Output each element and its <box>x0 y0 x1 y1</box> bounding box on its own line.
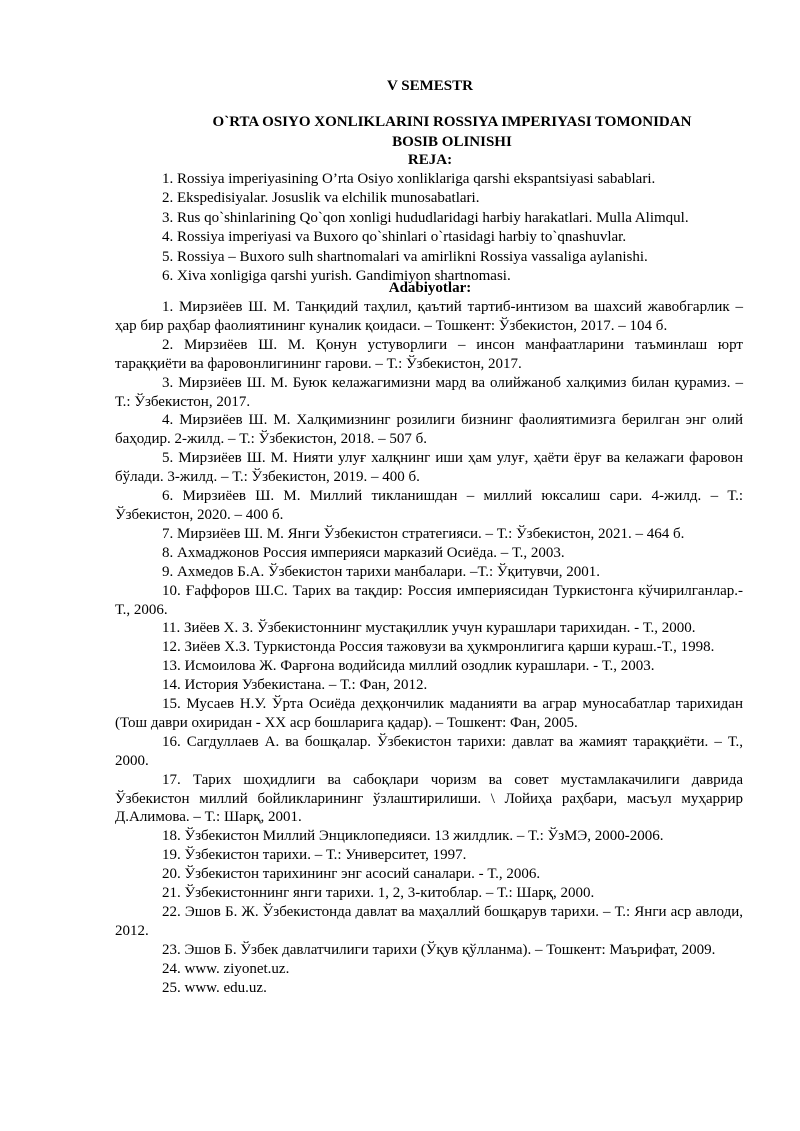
literature-item: 23. Эшов Б. Ўзбек давлатчилиги тарихи (Ўқув қўлланма). – Тошкент: Маърифат, 2009. <box>162 941 716 958</box>
literature-list <box>115 298 743 998</box>
literature-item: 24. www. ziyonet.uz. <box>162 960 290 977</box>
literature-item: 19. Ўзбекистон тарихи. – Т.: Университет, 1997. <box>162 847 467 864</box>
literature-heading: Adabiyotlar: <box>388 280 472 296</box>
document-title-line: BOSIB OLINISHI <box>392 134 512 150</box>
literature-item: 16. Сагдуллаев А. ва бошқалар. Ўзбекистон тарихи: давлат ва жамият тараққиёти. – Т., 2000. <box>115 733 743 769</box>
literature-item: 2. Мирзиёев Ш. М. Қонун устуворлиги – инсон манфаатларини таъминлаш юрт тараққиёти ва фаровонлигининг гарови. – Т.: Ўзбекистон, 2017. <box>115 336 743 372</box>
literature-item: 10. Ғаффоров Ш.С. Тарих ва тақдир: Россия империясидан Туркистонга кўчирилганлар.-Т., 2006. <box>115 582 743 618</box>
literature-item: 21. Ўзбекистоннинг янги тарихи. 1, 2, 3-китоблар. – Т.: Шарқ, 2000. <box>162 885 595 902</box>
literature-item: 1. Мирзиёев Ш. М. Танқидий таҳлил, қаътий тартиб-интизом ва шахсий жавобгарлик – ҳар бир раҳбар фаолиятининг куналик қоидаси. – Тошкент: Ўзбекистон, 2017. – 104 б. <box>115 299 743 334</box>
literature-item: 3. Мирзиёев Ш. М. Буюк келажагимизни мард ва олийжаноб халқимиз билан қурамиз. – Т.: Ўзбекистон, 2017. <box>115 374 743 410</box>
plan-item: 2. Ekspedisiyalar. Josuslik va elchilik munosabatlari. <box>162 190 480 207</box>
plan-item: 6. Xiva xonligiga qarshi yurish. Gandimiyon shartnomasi. <box>162 267 511 284</box>
literature-item: 12. Зиёев Х.З. Туркистонда Россия тажовузи ва ҳукмронлигига қарши кураш.-Т., 1998. <box>162 639 715 656</box>
literature-item: 5. Мирзиёев Ш. М. Нияти улуғ халқнинг иши ҳам улуғ, ҳаёти ёруғ ва келажаги фаровон бўлади. 3-жилд. – Т.: Ўзбекистон, 2019. – 400 б. <box>115 450 743 486</box>
literature-item: 4. Мирзиёев Ш. М. Халқимизнинг розилиги бизнинг фаолиятимизга берилган энг олий баҳодир. 2-жилд. – Т.: Ўзбекистон, 2018. – 507 б. <box>115 412 743 448</box>
semester-heading: V SEMESTR <box>386 78 473 94</box>
literature-item: 14. История Узбекистана. – Т.: Фан, 2012. <box>162 677 428 694</box>
plan-item: 5. Rossiya – Buxoro sulh shartnomalari va amirlikni Rossiya vassaliga aylanishi. <box>162 248 648 265</box>
document-title <box>116 112 788 152</box>
plan-heading: REJA: <box>407 152 453 168</box>
literature-item: 15. Мусаев Н.У. Ўрта Осиёда деҳқончилик маданияти ва аграр муносабатлар тарихидан (Тош даври охиридан - XX аср бошларига қадар). – Тошкент: Фан, 2005. <box>115 696 743 731</box>
literature-item: 22. Эшов Б. Ж. Ўзбекистонда давлат ва маҳаллий бошқарув тарихи. – Т.: Янги аср авлоди, 2012. <box>115 904 743 939</box>
literature-item: 25. www. edu.uz. <box>162 979 267 996</box>
plan-item: 3. Rus qo`shinlarining Qo`qon xonligi hududlaridagi harbiy harakatlari. Mulla Alimqul. <box>162 209 689 226</box>
literature-item: 13. Исмоилова Ж. Фарғона водийсида миллий озодлик курашлари. - Т., 2003. <box>162 658 655 675</box>
literature-item: 6. Мирзиёев Ш. М. Миллий тикланишдан – миллий юксалиш сари. 4-жилд. – Т.: Ўзбекистон, 2020. – 400 б. <box>115 488 743 523</box>
document-title-line: O`RTA OSIYO XONLIKLARINI ROSSIYA IMPERIYASI TOMONIDAN <box>212 114 692 130</box>
plan-list <box>162 170 782 286</box>
literature-item: 7. Мирзиёев Ш. М. Янги Ўзбекистон стратегияси. – Т.: Ўзбекистон, 2021. – 464 б. <box>162 525 685 542</box>
literature-item: 20. Ўзбекистон тарихининг энг асосий саналари. - Т., 2006. <box>162 866 541 883</box>
literature-item: 9. Ахмедов Б.А. Ўзбекистон тарихи манбалари. –Т.: Ўқитувчи, 2001. <box>162 563 601 580</box>
literature-item: 17. Тарих шоҳидлиги ва сабоқлари чоризм ва совет мустамлакачилиги даврида Ўзбекистон миллий бойликларининг ўзлаштирилиши. \ Лойиҳа раҳбари, масъул муҳаррир Д.Алимова. – Т.: Шарқ, 2001. <box>115 771 743 826</box>
plan-item: 1. Rossiya imperiyasining O’rta Osiyo xonliklariga qarshi ekspantsiyasi sabablari. <box>162 171 656 187</box>
plan-item: 4. Rossiya imperiyasi va Buxoro qo`shinlari o`rtasidagi harbiy to`qnashuvlar. <box>162 229 627 246</box>
literature-item: 11. Зиёев Х. З. Ўзбекистоннинг мустақиллик учун курашлари тарихидан. - Т., 2000. <box>162 620 696 637</box>
literature-item: 8. Ахмаджонов Россия империяси марказий Осиёда. – Т., 2003. <box>162 544 565 561</box>
literature-item: 18. Ўзбекистон Миллий Энциклопедияси. 13 жилдлик. – Т.: ЎзМЭ, 2000-2006. <box>162 828 664 845</box>
